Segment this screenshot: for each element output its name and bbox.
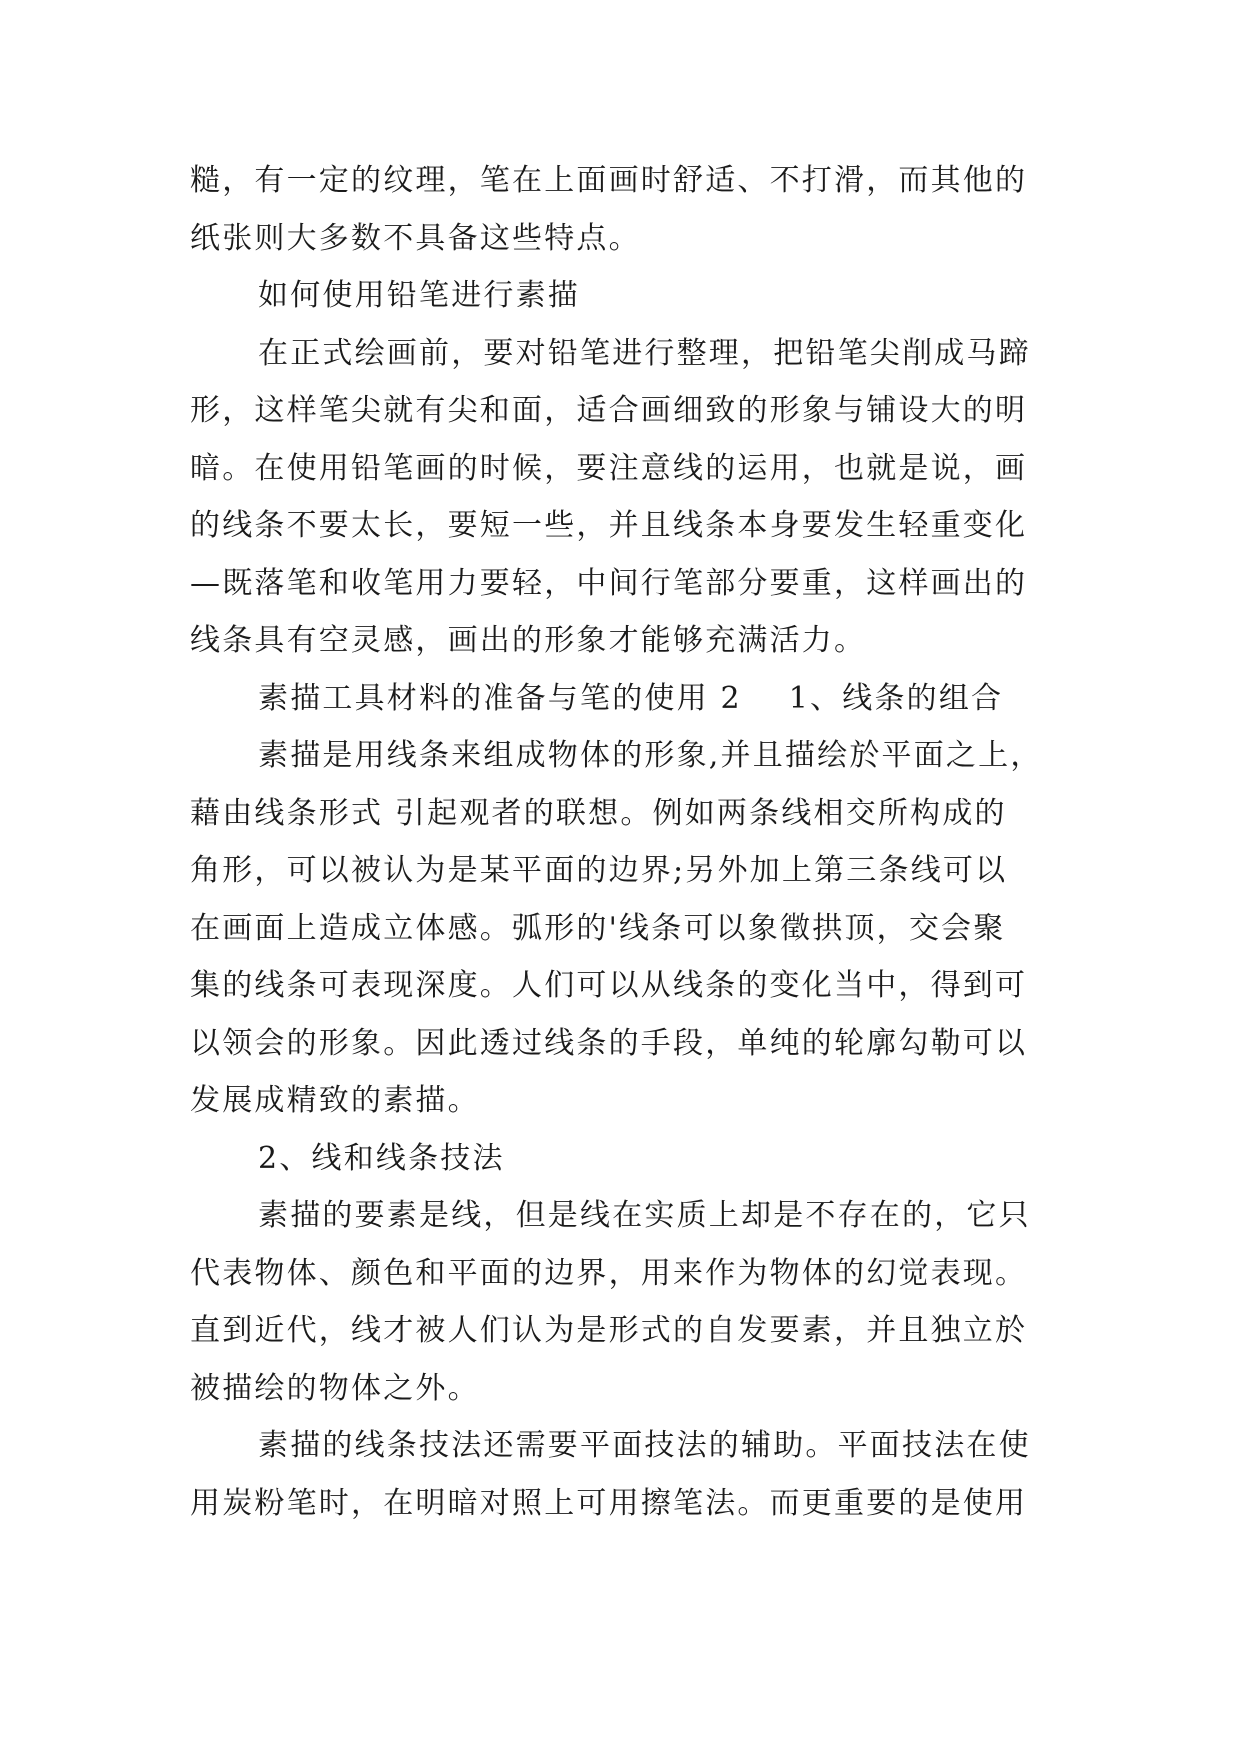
text-line: 在画面上造成立体感。弧形的'线条可以象徵拱顶，交会聚 bbox=[190, 910, 1006, 946]
text-line: 素描是用线条来组成物体的形象,并且描绘於平面之上， bbox=[258, 738, 1043, 773]
text-line: 发展成精致的素描。 bbox=[190, 1083, 480, 1118]
text-line: 的线条不要太长，要短一些，并且线条本身要发生轻重变化 bbox=[190, 508, 1028, 543]
text-line: 角形，可以被认为是某平面的边界;另外加上第三条线可以 bbox=[190, 853, 1008, 888]
text-line: 被描绘的物体之外。 bbox=[190, 1370, 480, 1406]
text-line: 藉由线条形式 引起观者的联想。例如两条线相交所构成的 bbox=[190, 795, 1007, 831]
text-line: 纸张则大多数不具备这些特点。 bbox=[190, 220, 641, 256]
document-body bbox=[190, 152, 1058, 1532]
text-line: 素描的线条技法还需要平面技法的辅助。平面技法在使 bbox=[258, 1428, 1031, 1463]
section-heading: 2、线和线条技法 bbox=[258, 1140, 505, 1176]
text-line: —既落笔和收笔用力要轻，中间行笔部分要重，这样画出的 bbox=[190, 565, 1028, 601]
text-line: 糙，有一定的纹理，笔在上面画时舒适、不打滑，而其他的 bbox=[190, 163, 1028, 198]
text-line: 以领会的形象。因此透过线条的手段，单纯的轮廓勾勒可以 bbox=[190, 1025, 1028, 1061]
section-heading: 如何使用铅笔进行素描 bbox=[258, 278, 580, 313]
text-line: 线条具有空灵感，画出的形象才能够充满活力。 bbox=[190, 623, 867, 658]
text-line: 在正式绘画前，要对铅笔进行整理，把铅笔尖削成马蹄 bbox=[258, 335, 1031, 371]
text-line: 集的线条可表现深度。人们可以从线条的变化当中，得到可 bbox=[190, 968, 1028, 1003]
text-line: 直到近代，线才被人们认为是形式的自发要素，并且独立於 bbox=[190, 1313, 1028, 1348]
text-line: 素描的要素是线，但是线在实质上却是不存在的，它只 bbox=[258, 1198, 1031, 1233]
text-line: 代表物体、颜色和平面的边界，用来作为物体的幻觉表现。 bbox=[190, 1255, 1028, 1291]
text-line: 形，这样笔尖就有尖和面，适合画细致的形象与铺设大的明 bbox=[190, 393, 1028, 428]
text-line: 暗。在使用铅笔画的时候，要注意线的运用，也就是说，画 bbox=[190, 450, 1028, 486]
section-heading: 素描工具材料的准备与笔的使用 2 1、线条的组合 bbox=[258, 680, 1004, 716]
text-line: 用炭粉笔时，在明暗对照上可用擦笔法。而更重要的是使用 bbox=[190, 1485, 1028, 1521]
